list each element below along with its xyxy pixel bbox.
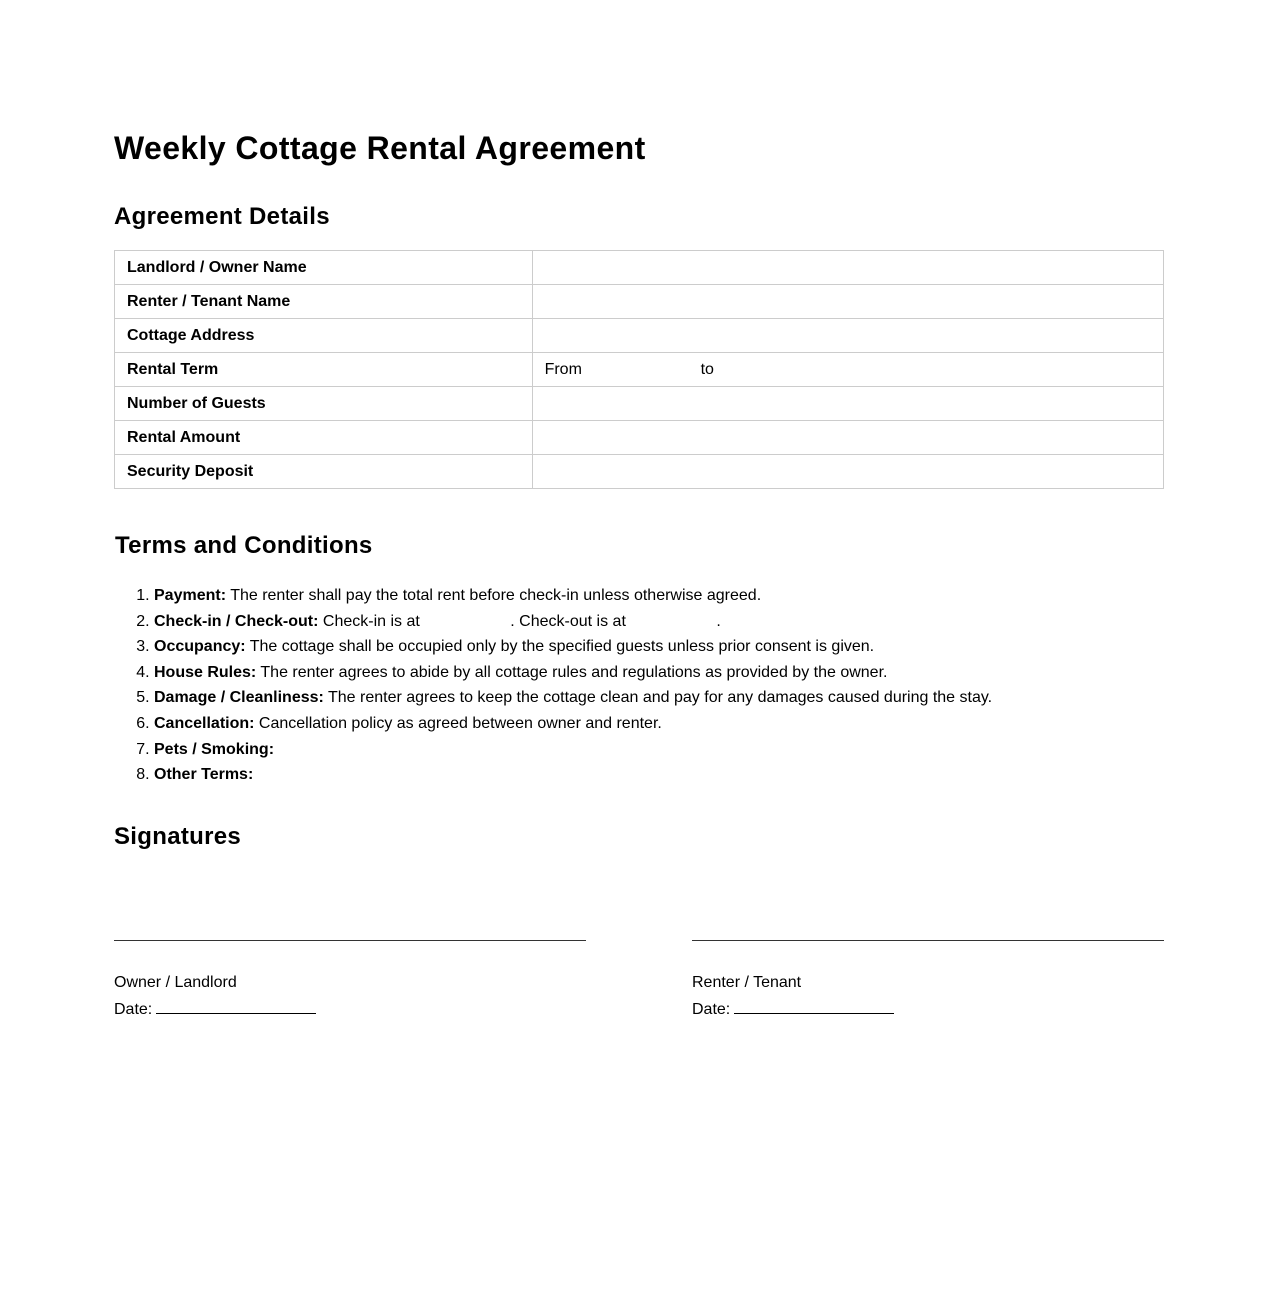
cottage-address-field[interactable]: [532, 319, 1163, 353]
landlord-name-field[interactable]: [532, 251, 1163, 285]
owner-signature-block: [114, 940, 586, 1020]
term-title: Payment:: [154, 587, 227, 604]
term-text: The renter agrees to keep the cottage clean and pay for any damages caused during the stay.: [323, 689, 993, 707]
rental-term-label: Rental Term: [115, 353, 533, 387]
landlord-name-label: Landlord / Owner Name: [115, 251, 533, 285]
table-row: [115, 455, 1164, 489]
signatures-heading: Signatures: [114, 823, 242, 850]
renter-name-field[interactable]: [532, 285, 1163, 319]
term-text: The renter shall pay the total rent before check-in unless otherwise agreed.: [226, 587, 762, 604]
table-row: [115, 387, 1164, 421]
renter-name-label: Renter / Tenant Name: [115, 285, 533, 319]
rental-term-field[interactable]: [532, 353, 1163, 387]
owner-date-label: Date:: [114, 1001, 153, 1018]
agreement-details-table: [114, 250, 1164, 489]
list-item: [154, 737, 992, 763]
table-row: [115, 421, 1164, 455]
term-text: Check-in is at: [318, 612, 425, 630]
rental-amount-field[interactable]: [532, 421, 1163, 455]
security-deposit-field[interactable]: [532, 455, 1163, 489]
terms-heading: Terms and Conditions: [115, 532, 373, 559]
table-row: [115, 251, 1164, 285]
number-of-guests-label: Number of Guests: [115, 387, 533, 421]
owner-role-label: Owner / Landlord: [114, 974, 237, 991]
list-item: [154, 634, 992, 660]
term-title: Other Terms:: [154, 766, 254, 784]
term-title: Cancellation:: [154, 714, 255, 732]
renter-role-label: Renter / Tenant: [692, 974, 802, 991]
list-item: [154, 685, 992, 711]
term-text: Cancellation policy as agreed between owner and renter.: [254, 714, 662, 732]
list-item: [154, 762, 992, 788]
list-item: [154, 609, 992, 635]
term-text: .: [716, 612, 721, 630]
rental-amount-label: Rental Amount: [115, 421, 533, 455]
renter-date-field[interactable]: [734, 999, 894, 1014]
table-row: [115, 285, 1164, 319]
document-title: Weekly Cottage Rental Agreement: [114, 130, 646, 166]
renter-date-label: Date:: [692, 1001, 731, 1018]
security-deposit-label: Security Deposit: [115, 455, 533, 489]
table-row: [115, 353, 1164, 387]
agreement-details-heading: Agreement Details: [114, 203, 330, 230]
term-text: The cottage shall be occupied only by the specified guests unless prior consent is given.: [245, 638, 875, 656]
rental-term-from: [545, 361, 701, 379]
owner-date: [114, 999, 586, 1020]
term-text: The renter agrees to abide by all cottage rules and regulations as provided by the owner.: [256, 663, 888, 681]
list-item: [154, 711, 992, 737]
table-row: [115, 319, 1164, 353]
to-label: to: [700, 360, 714, 378]
list-item: [154, 660, 992, 686]
renter-date: [692, 999, 1164, 1020]
terms-list: [114, 583, 992, 788]
list-item: [154, 583, 992, 609]
term-text: . Check-out is at: [510, 612, 631, 630]
owner-date-field[interactable]: [156, 999, 316, 1014]
renter-signature-block: [692, 940, 1164, 1020]
from-label: From: [544, 360, 582, 378]
term-title: Occupancy:: [154, 638, 246, 656]
term-title: House Rules:: [154, 663, 257, 681]
term-title: Pets / Smoking:: [154, 740, 275, 758]
term-title: Damage / Cleanliness:: [154, 689, 324, 707]
term-title: Check-in / Check-out:: [154, 612, 319, 630]
renter-signature-line[interactable]: [692, 940, 1164, 941]
cottage-address-label: Cottage Address: [115, 319, 533, 353]
owner-signature-line[interactable]: [114, 940, 586, 941]
number-of-guests-field[interactable]: [532, 387, 1163, 421]
